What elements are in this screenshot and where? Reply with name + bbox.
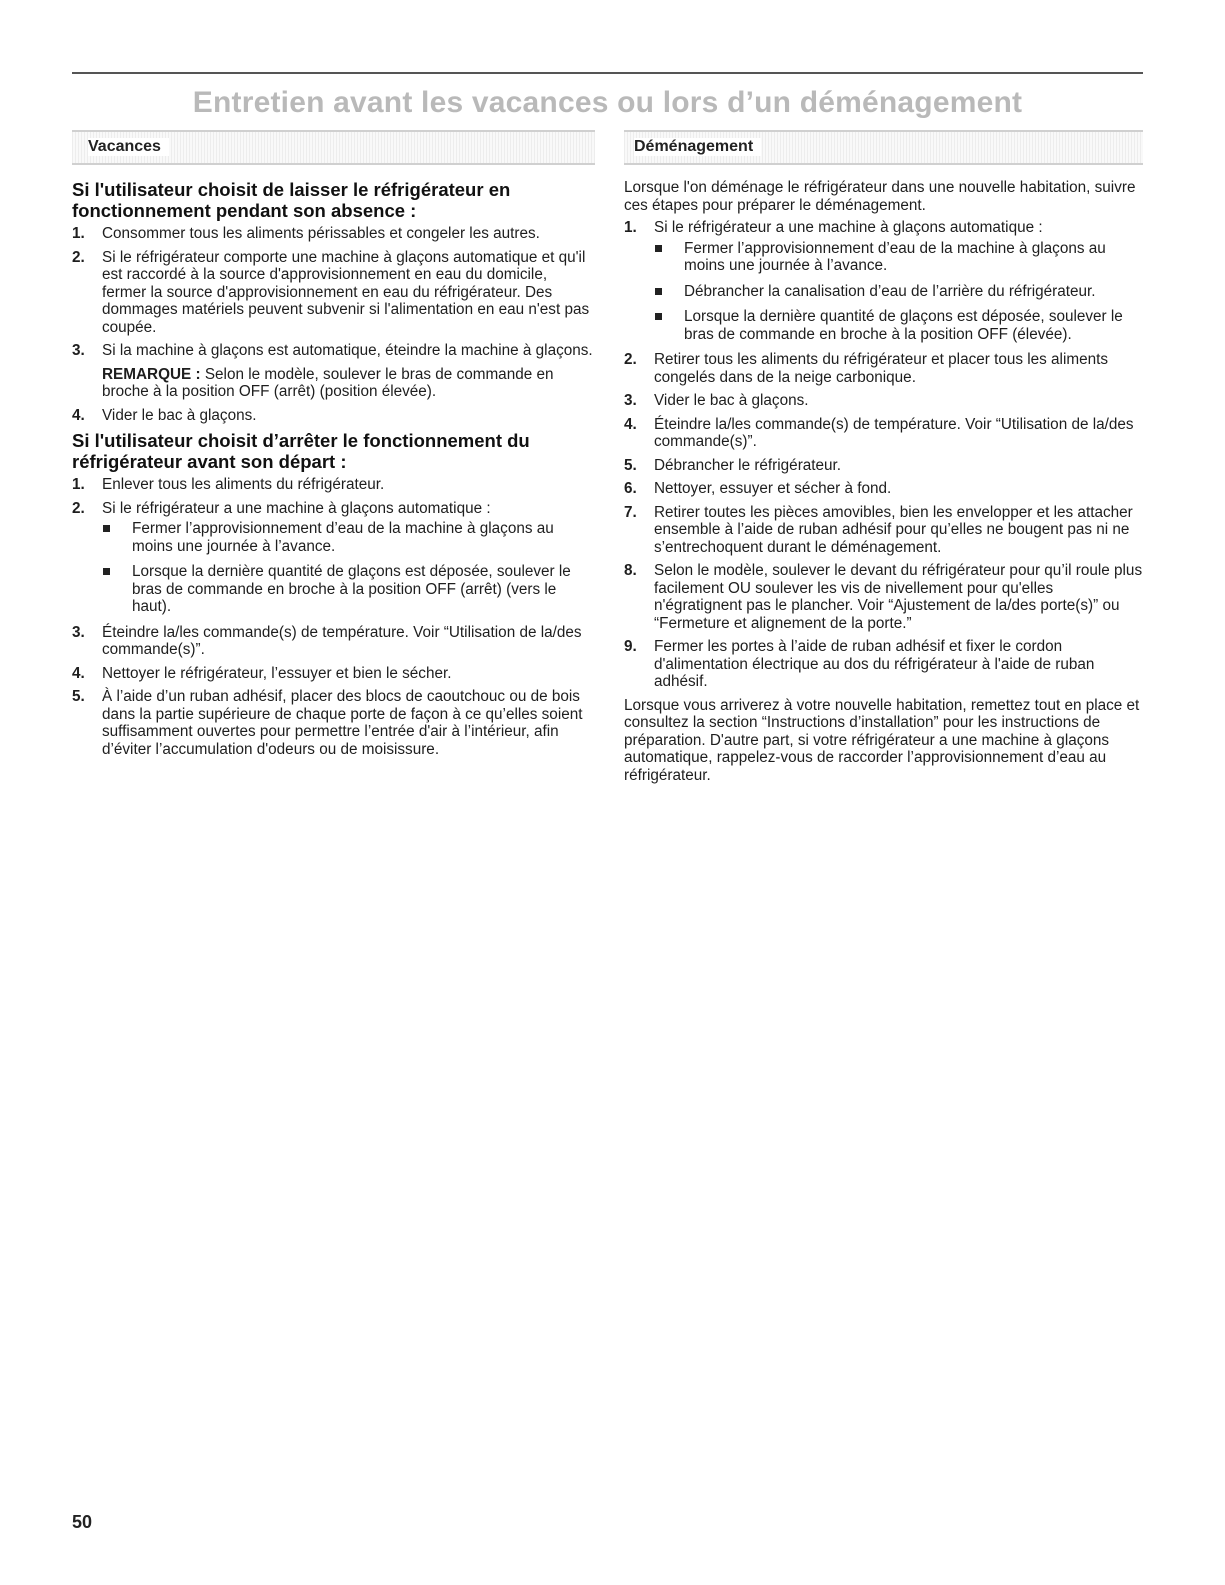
step-text: Retirer toutes les pièces amovibles, bien les envelopper et les attacher ensemble à l’aide de ruban adhésif pour qu’elles ne bougent pas ni ne s’entrechoquent durant le déménagement.: [654, 503, 1133, 556]
demenagement-steps-list: [624, 219, 1143, 691]
step-number: 4.: [624, 415, 637, 433]
step-text: Nettoyer, essuyer et sécher à fond.: [654, 480, 892, 497]
demenagement-intro: Lorsque l'on déménage le réfrigérateur dans une nouvelle habitation, suivre ces étapes pour préparer le déménagement.: [624, 179, 1136, 214]
list-item: [624, 416, 1143, 451]
bullet-text: Fermer l’approvisionnement d’eau de la machine à glaçons au moins une journée à l’avance.: [684, 239, 1106, 274]
bullet-text: Lorsque la dernière quantité de glaçons est déposée, soulever le bras de commande en broche à la position OFF (élevée).: [684, 308, 1123, 343]
step-text: Vider le bac à glaçons.: [102, 406, 257, 424]
vacances-steps-list-1: [72, 225, 595, 424]
list-item: [72, 500, 595, 616]
step-number: 5.: [72, 688, 85, 705]
list-item: [72, 249, 595, 337]
vacances-subheading-1: Si l'utilisateur choisit de laisser le réfrigérateur en fonctionnement pendant son absence :: [72, 179, 511, 221]
page-number: 50: [72, 1512, 93, 1532]
list-item: [72, 342, 595, 401]
step-text: Enlever tous les aliments du réfrigérateur.: [102, 476, 385, 493]
step-number: 4.: [72, 664, 85, 682]
list-item: [72, 407, 595, 425]
step-number: 7.: [624, 503, 637, 521]
list-item: [624, 457, 1143, 475]
list-item: [624, 504, 1143, 557]
demenagement-section-header: [624, 130, 1143, 165]
step-text: À l’aide d’un ruban adhésif, placer des blocs de caoutchouc ou de bois dans la partie supérieure de chaque porte de façon à ce qu’elles soient suffisamment ouvertes pour permettre l’entrée d'air à l’intérieur, afin d’éviter l’accumulation d'odeurs ou de moisissure.: [102, 688, 583, 758]
remarque-note: [102, 366, 595, 401]
list-item: [624, 480, 1143, 498]
step-text: Si la machine à glaçons est automatique, éteindre la machine à glaçons.: [102, 342, 593, 359]
bullet-text: Lorsque la dernière quantité de glaçons est déposée, soulever le bras de commande en broche à la position OFF (arrêt) (vers le haut).: [132, 563, 571, 615]
step-number: 5.: [624, 456, 637, 474]
list-item: [72, 476, 595, 494]
bullet-item: [102, 520, 595, 555]
step-text: Nettoyer le réfrigérateur, l’essuyer et bien le sécher.: [102, 664, 452, 682]
square-bullet-icon: [655, 245, 662, 252]
list-item: [624, 392, 1143, 410]
demenagement-outro: Lorsque vous arriverez à votre nouvelle habitation, remettez tout en place et consultez la section “Instructions d’installation” pour les instructions de préparation. D'autre part, si votre réfrigérateur a une machine à glaçons automatique, rappelez-vous de raccorder l’approvisionnement d’eau au réfrigérateur.: [624, 696, 1140, 784]
list-item: [72, 225, 595, 243]
list-item: [624, 638, 1143, 691]
step-number: 2.: [72, 499, 85, 517]
step-number: 3.: [72, 623, 85, 641]
list-item: [72, 665, 595, 683]
bullet-item: [654, 308, 1143, 343]
step-text: Vider le bac à glaçons.: [654, 392, 809, 409]
step-number: 4.: [72, 406, 85, 424]
note-label: REMARQUE :: [102, 365, 201, 383]
demenagement-heading: Déménagement: [634, 138, 761, 156]
vacances-heading: Vacances: [88, 138, 169, 156]
bullet-item: [102, 563, 595, 616]
bullet-text: Débrancher la canalisation d’eau de l’arrière du réfrigérateur.: [684, 282, 1096, 300]
step-text: Si le réfrigérateur comporte une machine à glaçons automatique et qu'il est raccordé à la source d'approvisionnement en eau du domicile, fermer la source d'approvisionnement en eau du réfrigérateur. Des dommages matériels peuvent subvenir si l'alimentation en eau n'est pas coupée.: [102, 248, 590, 336]
step-number: 2.: [72, 248, 85, 266]
step-number: 9.: [624, 638, 637, 655]
top-rule: [72, 72, 1143, 74]
step-text: Éteindre la/les commande(s) de température. Voir “Utilisation de la/des commande(s)”.: [102, 623, 582, 658]
step-number: 3.: [72, 342, 85, 359]
list-item: [624, 351, 1143, 386]
list-item: [624, 562, 1143, 632]
step-text: Si le réfrigérateur a une machine à glaçons automatique :: [654, 219, 1043, 236]
step-text: Consommer tous les aliments périssables et congeler les autres.: [102, 225, 540, 242]
vacances-subheading-2: Si l'utilisateur choisit d’arrêter le fonctionnement du réfrigérateur avant son départ :: [72, 430, 530, 472]
step-number: 1.: [624, 219, 637, 236]
step-number: 6.: [624, 480, 637, 497]
step-text: Retirer tous les aliments du réfrigérateur et placer tous les aliments congelés dans de la neige carbonique.: [654, 351, 1109, 386]
step-number: 2.: [624, 351, 637, 368]
list-item: [72, 688, 595, 758]
vacances-section-header: [72, 130, 595, 165]
square-bullet-icon: [103, 525, 110, 532]
vacances-steps-list-2: [72, 476, 595, 758]
step-number: 8.: [624, 562, 637, 579]
square-bullet-icon: [655, 288, 662, 295]
step-text: Débrancher le réfrigérateur.: [654, 456, 842, 474]
step-text: Si le réfrigérateur a une machine à glaçons automatique :: [102, 499, 491, 517]
list-item: [72, 624, 595, 659]
step-text: Fermer les portes à l’aide de ruban adhésif et fixer le cordon d'alimentation électrique au dos du réfrigérateur à l'aide de ruban adhésif.: [654, 638, 1095, 690]
square-bullet-icon: [103, 568, 110, 575]
page-title: Entretien avant les vacances ou lors d’un déménagement: [192, 86, 1023, 119]
bullet-list: [102, 520, 595, 616]
bullet-text: Fermer l’approvisionnement d’eau de la machine à glaçons au moins une journée à l’avance.: [132, 520, 554, 555]
step-number: 1.: [72, 225, 85, 242]
step-text: Éteindre la/les commande(s) de température. Voir “Utilisation de la/des commande(s)”.: [654, 415, 1134, 450]
step-number: 1.: [72, 476, 85, 493]
bullet-item: [654, 283, 1143, 301]
note-text: Selon le modèle, soulever le bras de commande en broche à la position OFF (arrêt) (position élevée).: [102, 365, 554, 400]
square-bullet-icon: [655, 313, 662, 320]
bullet-item: [654, 240, 1143, 275]
vacances-column: [72, 130, 595, 764]
step-text: Selon le modèle, soulever le devant du réfrigérateur pour qu’il roule plus facilement OU soulever les vis de nivellement pour qu'elles n'égratignent pas le plancher. Voir “Ajustement de la/des porte(s)” ou “Fermeture et alignement de la porte.”: [654, 562, 1143, 632]
list-item: [624, 219, 1143, 343]
bullet-list: [654, 240, 1143, 344]
demenagement-column: [624, 130, 1143, 789]
step-number: 3.: [624, 392, 637, 409]
